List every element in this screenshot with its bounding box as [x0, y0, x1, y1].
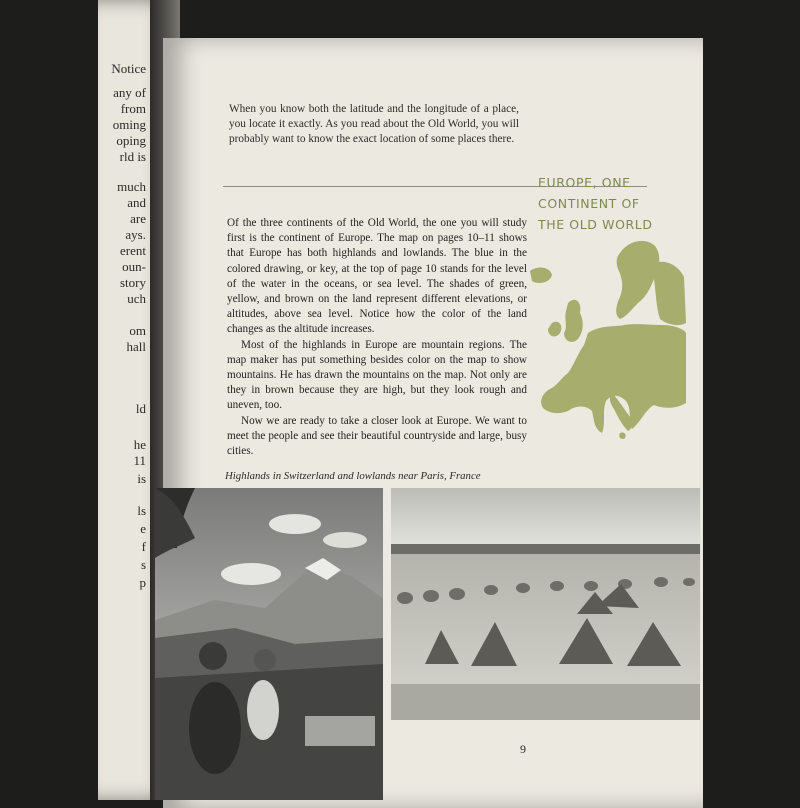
heading-line: EUROPE, ONE [538, 175, 631, 190]
left-page-fragment: erent [120, 243, 146, 258]
left-page-fragment: he [133, 437, 146, 452]
europe-map-illustration [528, 233, 688, 453]
heading-line: CONTINENT OF [538, 196, 640, 211]
intro-paragraph: When you know both the latitude and the longitude of a place, you locate it exactly. As you read about the Old World, you will probably want to know the exact location of some places there. [229, 103, 519, 145]
left-page-fragment: oping [116, 133, 146, 148]
paragraph: Now we are ready to take a closer look at Europe. We want to meet the people and see their beautiful countryside and large, busy cities. [227, 414, 527, 458]
left-page-fragment: 11 [133, 453, 146, 468]
left-page-fragment: e [140, 521, 146, 536]
left-page-fragment: much [117, 179, 146, 194]
paragraph: Of the three continents of the Old World, the one you will study first is the continent of Europe. The map on pages 10–11 shows that Europe has both highlands and lowlands. The blue in the colored drawing, or key, at the top of page 10 stands for the level of the water in the oceans, or sea level. The shades of green, yellow, and brown on the land represent different elevations, or altitudes, above sea level. Notice how the color of the land changes as the altitude increases. [227, 217, 527, 336]
left-page-fragment: s [140, 557, 146, 572]
left-page-fragment: f [141, 539, 146, 554]
lowlands-photo-graphic [391, 488, 700, 720]
photo-caption: Highlands in Switzerland and lowlands near Paris, France [225, 470, 481, 482]
left-page-fragment: story [120, 275, 146, 290]
left-page-fragment: Notice [111, 61, 146, 76]
left-page-fragment: is [137, 471, 146, 486]
left-page-fragment: uch [127, 291, 146, 306]
paris-lowlands-photo [391, 488, 700, 720]
paragraph: Most of the highlands in Europe are mountain regions. The map maker has put something besides color on the map to show mountains. He has drawn the mountains on the map. Not only are they in brown because they are high, but they look rough and uneven, too. [227, 338, 527, 412]
left-page-fragment: hall [126, 339, 146, 354]
left-page-fragment: from [120, 101, 146, 116]
left-page-fragment: and [127, 195, 146, 210]
left-page-fragment: p [139, 575, 146, 590]
left-page-fragment: oun- [122, 259, 146, 274]
left-page-fragment: are [130, 211, 146, 226]
left-page-fragment: ls [137, 503, 146, 518]
left-page-fragment: any of [113, 85, 146, 100]
left-page-fragment: oming [112, 117, 146, 132]
highlands-photo-graphic [155, 488, 383, 800]
page-number: 9 [520, 742, 526, 756]
left-page-fragment: rld is [119, 149, 146, 164]
left-page-fragment: om [129, 323, 146, 338]
left-page-fragment: ays. [125, 227, 146, 242]
left-page-fragment: ld [135, 401, 146, 416]
swiss-highlands-photo [155, 488, 383, 800]
heading-line: THE OLD WORLD [538, 217, 653, 232]
body-text [227, 216, 527, 459]
section-heading [538, 172, 668, 235]
